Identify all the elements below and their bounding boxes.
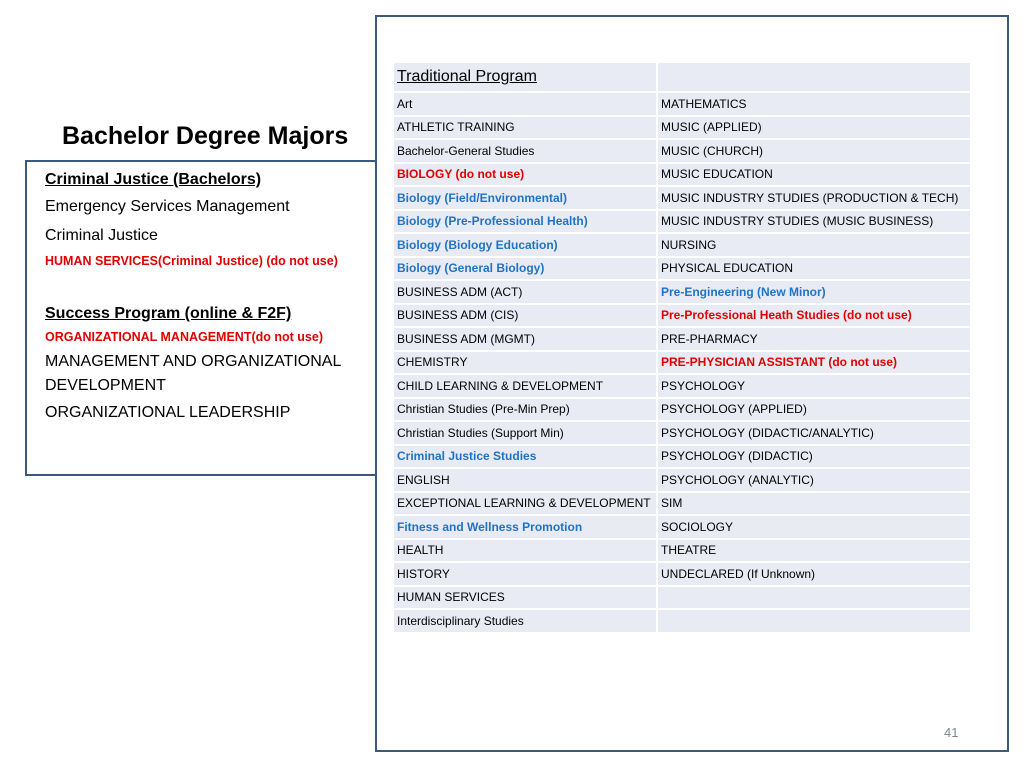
table-cell: PSYCHOLOGY [657, 374, 971, 398]
table-cell: MATHEMATICS [657, 92, 971, 116]
table-row [393, 139, 971, 163]
list-item: Criminal Justice [45, 227, 158, 244]
table-cell: MUSIC (CHURCH) [657, 139, 971, 163]
table-cell: MUSIC (APPLIED) [657, 116, 971, 140]
table-cell: Pre-Professional Heath Studies (do not use) [657, 304, 971, 328]
table-cell: Fitness and Wellness Promotion [393, 515, 657, 539]
left-content [45, 168, 375, 427]
table-cell: EXCEPTIONAL LEARNING & DEVELOPMENT [393, 492, 657, 516]
table-cell: PSYCHOLOGY (DIDACTIC/ANALYTIC) [657, 421, 971, 445]
table-cell: ATHLETIC TRAINING [393, 116, 657, 140]
table-cell: NURSING [657, 233, 971, 257]
table-cell: Pre-Engineering (New Minor) [657, 280, 971, 304]
list-item: ORGANIZATIONAL LEADERSHIP [45, 404, 291, 421]
table-cell: CHILD LEARNING & DEVELOPMENT [393, 374, 657, 398]
table-cell: PSYCHOLOGY (DIDACTIC) [657, 445, 971, 469]
table-row [393, 609, 971, 633]
table-row [393, 327, 971, 351]
table-cell: Biology (Field/Environmental) [393, 186, 657, 210]
table-row [393, 186, 971, 210]
table-row [393, 92, 971, 116]
deprecated-item: HUMAN SERVICES(Criminal Justice) (do not use) [45, 254, 338, 268]
table-row [393, 492, 971, 516]
slide-title: Bachelor Degree Majors [62, 122, 349, 150]
table-row [393, 421, 971, 445]
table-row [393, 398, 971, 422]
table-header-cell [657, 62, 971, 92]
list-item: Emergency Services Management [45, 198, 290, 215]
traditional-program-panel [375, 15, 1009, 752]
deprecated-item: ORGANIZATIONAL MANAGEMENT(do not use) [45, 330, 323, 344]
table-header-row [393, 62, 971, 92]
list-item: MANAGEMENT AND ORGANIZATIONAL DEVELOPMENT [45, 353, 341, 394]
table-cell: Art [393, 92, 657, 116]
table-cell: MUSIC INDUSTRY STUDIES (MUSIC BUSINESS) [657, 210, 971, 234]
table-cell: PRE-PHARMACY [657, 327, 971, 351]
table-cell: BUSINESS ADM (CIS) [393, 304, 657, 328]
table-cell: Biology (General Biology) [393, 257, 657, 281]
table-cell: Biology (Pre-Professional Health) [393, 210, 657, 234]
table-cell: CHEMISTRY [393, 351, 657, 375]
table-row [393, 374, 971, 398]
table-cell: Interdisciplinary Studies [393, 609, 657, 633]
table-cell: PSYCHOLOGY (ANALYTIC) [657, 468, 971, 492]
table-row [393, 280, 971, 304]
table-cell: Biology (Biology Education) [393, 233, 657, 257]
table-cell: PSYCHOLOGY (APPLIED) [657, 398, 971, 422]
table-cell: Christian Studies (Pre-Min Prep) [393, 398, 657, 422]
table-cell: SIM [657, 492, 971, 516]
table-cell: MUSIC EDUCATION [657, 163, 971, 187]
table-row [393, 445, 971, 469]
table-cell: SOCIOLOGY [657, 515, 971, 539]
table-cell: PRE-PHYSICIAN ASSISTANT (do not use) [657, 351, 971, 375]
table-cell: HISTORY [393, 562, 657, 586]
table-cell: UNDECLARED (If Unknown) [657, 562, 971, 586]
table-row [393, 468, 971, 492]
table-cell: BUSINESS ADM (ACT) [393, 280, 657, 304]
table-row [393, 562, 971, 586]
table-row [393, 210, 971, 234]
table-row [393, 539, 971, 563]
success-program-heading: Success Program (online & F2F) [45, 305, 292, 322]
table-cell: BUSINESS ADM (MGMT) [393, 327, 657, 351]
table-cell: BIOLOGY (do not use) [393, 163, 657, 187]
table-cell: HEALTH [393, 539, 657, 563]
table-cell: Criminal Justice Studies [393, 445, 657, 469]
table-header-cell: Traditional Program [393, 62, 657, 92]
table-cell: MUSIC INDUSTRY STUDIES (PRODUCTION & TECH) [657, 186, 971, 210]
table-cell: THEATRE [657, 539, 971, 563]
programs-table [392, 61, 972, 634]
table-cell [657, 609, 971, 633]
page-number: 41 [944, 725, 959, 740]
table-cell [657, 586, 971, 610]
table-row [393, 351, 971, 375]
table-cell: ENGLISH [393, 468, 657, 492]
table-cell: HUMAN SERVICES [393, 586, 657, 610]
table-row [393, 515, 971, 539]
table-row [393, 257, 971, 281]
table-row [393, 304, 971, 328]
table-cell: Christian Studies (Support Min) [393, 421, 657, 445]
criminal-justice-heading: Criminal Justice (Bachelors) [45, 171, 262, 188]
table-row [393, 586, 971, 610]
table-row [393, 116, 971, 140]
table-row [393, 233, 971, 257]
table-cell: PHYSICAL EDUCATION [657, 257, 971, 281]
table-cell: Bachelor-General Studies [393, 139, 657, 163]
table-row [393, 163, 971, 187]
criminal-justice-box [25, 160, 375, 476]
